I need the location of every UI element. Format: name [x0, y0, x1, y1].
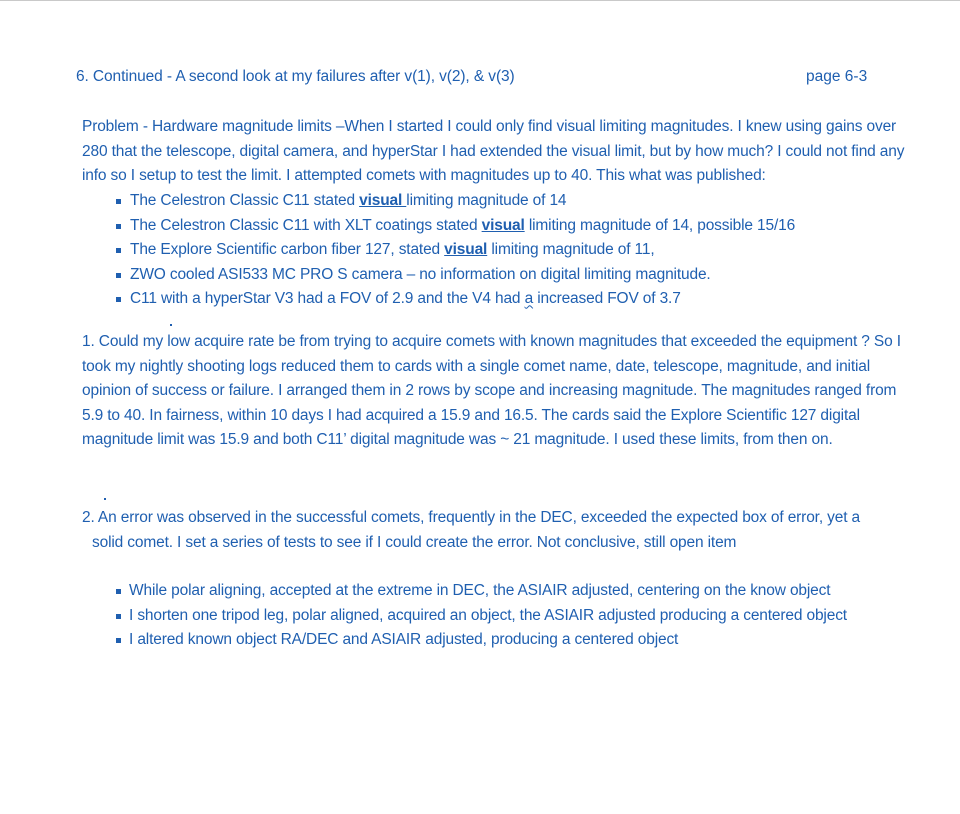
spellcheck-flagged-text: a	[524, 290, 534, 308]
list-item: I shorten one tripod leg, polar aligned, acquired an object, the ASIAIR adjusted producing a centered object	[114, 604, 847, 629]
list-item-text: increased FOV of 3.7	[533, 290, 681, 308]
emphasis-text: visual	[444, 241, 488, 259]
item-2-paragraph	[82, 506, 892, 555]
list-item	[114, 189, 795, 214]
list-item-text: limiting magnitude of 14	[406, 192, 567, 209]
page-title: 6. Continued - A second look at my failures after v(1), v(2), & v(3)	[76, 68, 515, 85]
list-item-text: limiting magnitude of 14, possible 15/16	[524, 216, 796, 234]
list-item: I altered known object RA/DEC and ASIAIR adjusted, producing a centered object	[114, 628, 847, 653]
tests-list	[114, 579, 847, 653]
item-2-line-1: 2. An error was observed in the successful comets, frequently in the DEC, exceeded the expected box of error, yet a	[82, 509, 860, 526]
stray-dot	[104, 498, 106, 500]
item-2-line-2: solid comet. I set a series of tests to see if I could create the error. Not conclusive, still open item	[92, 533, 737, 551]
list-item: While polar aligning, accepted at the extreme in DEC, the ASIAIR adjusted, centering on the know object	[114, 579, 847, 604]
list-item-text: The Explore Scientific carbon fiber 127, stated	[130, 241, 445, 259]
list-item-text: C11 with a hyperStar V3 had a FOV of 2.9 and the V4 had	[130, 290, 525, 308]
emphasis-text: visual	[359, 192, 407, 209]
list-item	[114, 287, 795, 312]
published-limits-list	[114, 189, 795, 312]
item-1-paragraph: 1. Could my low acquire rate be from trying to acquire comets with known magnitudes that exceeded the equipment ? So I took my nightly shooting logs reduced them to cards with a single comet name, date, telescope, magnitude, and initial opinion of success or failure. I arranged them in 2 rows by scope and increasing magnitude. The magnitudes ranged from 5.9 to 40. In fairness, within 10 days I had acquired a 15.9 and 16.5. The cards said the Explore Scientific 127 digital magnitude limit was 15.9 and both C11’ digital magnitude was ~ 21 magnitude. I used these limits, from then on.	[82, 333, 901, 448]
list-item	[114, 214, 795, 239]
top-border-line	[0, 0, 960, 1]
list-item-text: limiting magnitude of 11,	[487, 241, 655, 259]
emphasis-text: visual	[481, 216, 525, 234]
page-number: page 6-3	[806, 68, 868, 85]
stray-dot	[170, 324, 172, 326]
intro-paragraph: Problem - Hardware magnitude limits –When I started I could only find visual limiting magnitudes. I knew using gains over 280 that the telescope, digital camera, and hyperStar I had extended the visual limit, but by how much? I could not find any info so I setup to test the limit. I attempted comets with magnitudes up to 40. This what was published:	[82, 118, 905, 184]
list-item-text: The Celestron Classic C11 stated	[130, 192, 360, 209]
list-item-text: The Celestron Classic C11 with XLT coatings stated	[130, 216, 482, 234]
list-item: ZWO cooled ASI533 MC PRO S camera – no information on digital limiting magnitude.	[114, 263, 795, 288]
list-item	[114, 238, 795, 263]
